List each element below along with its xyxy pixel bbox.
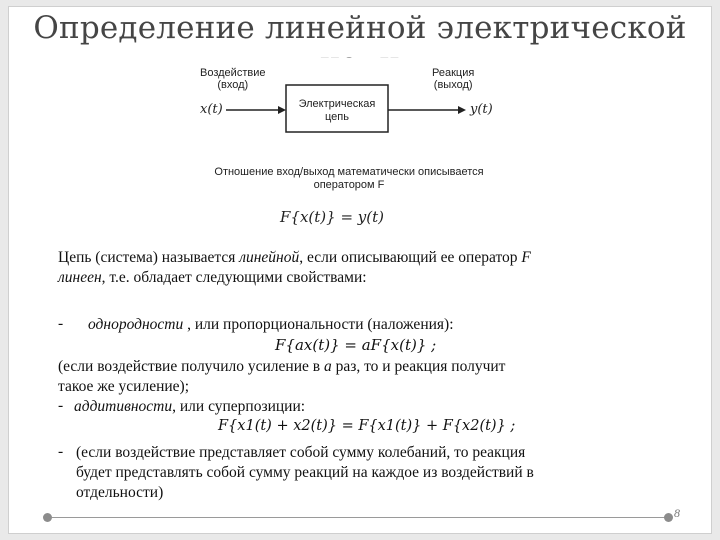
prop2-dash: - xyxy=(58,397,64,414)
input-arrow-head xyxy=(278,106,286,114)
prop1-heading xyxy=(88,315,668,334)
gain-symbol: a xyxy=(323,358,332,375)
prop2-note-line-3: отдельности) xyxy=(76,484,164,501)
input-label-line1: Воздействие xyxy=(200,67,266,79)
linear-adjective: линеен xyxy=(58,269,102,286)
intro-line-1 xyxy=(58,248,668,267)
prop1-note-text-2: раз, то и реакция получит xyxy=(331,358,506,375)
input-variable: x(t) xyxy=(200,102,223,117)
circuit-label-line1: Электрическая xyxy=(298,98,376,110)
circuit-label-line2: цепь xyxy=(325,111,349,123)
prop2-note-line-1: (если воздействие представляет собой сумму колебаний, то реакция xyxy=(76,444,526,461)
output-label-line1: Реакция xyxy=(432,67,475,79)
block-diagram xyxy=(180,58,510,233)
additivity-term: аддитивности xyxy=(74,398,173,415)
prop2-text: , или суперпозиции: xyxy=(172,398,306,415)
intro-text: Цепь (система) называется xyxy=(58,249,240,266)
prop1-note-text: (если воздействие получило усиление в xyxy=(58,358,324,375)
prop1-dash: - xyxy=(58,315,64,332)
input-label xyxy=(200,67,265,91)
input-label-line2: (вход) xyxy=(217,79,249,91)
operator-symbol: F xyxy=(521,249,531,266)
footer-right-dot xyxy=(664,513,673,522)
homogeneity-term: однородности xyxy=(88,316,188,333)
slide-title: Определение линейной электрической xyxy=(33,10,687,46)
intro-text-3: , т.е. обладает следующими свойствами: xyxy=(101,269,367,286)
prop1-text: , или пропорциональности (наложения): xyxy=(187,316,454,333)
page-number: 8 xyxy=(674,506,680,520)
caption-line1: Отношение вход/выход математически описывается xyxy=(214,166,484,178)
operator-formula: F{x(t)} = y(t) xyxy=(280,208,384,226)
intro-text-2: , если описывающий ее оператор xyxy=(299,249,522,266)
homogeneity-formula: F{ax(t)} = aF{x(t)} ; xyxy=(275,336,437,354)
superposition-formula: F{x1(t) + x2(t)} = F{x1(t)} + F{x2(t)} ; xyxy=(218,418,516,434)
output-label-line2: (выход) xyxy=(433,79,473,91)
prop1-note-line-2: такое же усиление); xyxy=(58,378,190,395)
footer-left-dot xyxy=(43,513,52,522)
caption-line2: оператором F xyxy=(313,179,385,191)
prop2-heading xyxy=(74,397,664,416)
prop2-note-line-2: будет представлять собой сумму реакций на каждое из воздействий в xyxy=(76,464,534,481)
diagram-caption xyxy=(194,166,504,192)
output-label xyxy=(432,67,474,91)
prop2-note-dash: - xyxy=(58,443,64,460)
intro-line-2 xyxy=(58,268,668,287)
linear-term: линейной xyxy=(239,249,300,266)
footer-rule xyxy=(52,517,668,518)
output-variable: y(t) xyxy=(470,102,493,117)
circuit-label xyxy=(286,98,388,124)
prop1-note-line-1 xyxy=(58,357,668,376)
output-arrow-head xyxy=(458,106,466,114)
